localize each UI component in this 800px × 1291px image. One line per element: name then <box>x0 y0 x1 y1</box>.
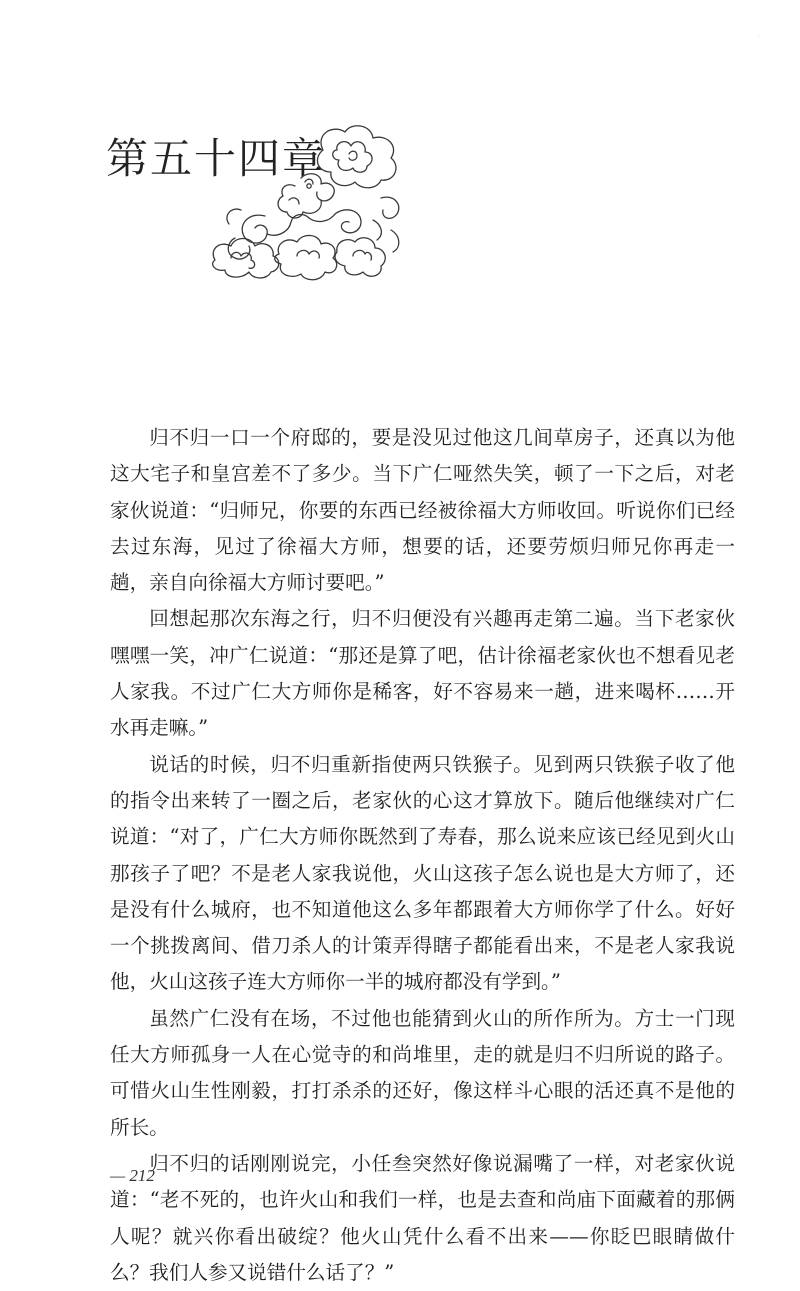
chapter-body <box>110 420 735 1291</box>
paragraph: 说话的时候，归不归重新指使两只铁猴子。见到两只铁猴子收了他的指令出来转了一圈之后，老家伙的心这才算放下。随后他继续对广仁说道：“对了，广仁大方师你既然到了寿春，那么说来应该已经见到火山那孩子了吧？不是老人家我说他，火山这孩子怎么说也是大方师了，还是没有什么城府，也不知道他这么多年都跟着大方师你学了什么。好好一个挑拨离间、借刀杀人的计策弄得瞎子都能看出来，不是老人家我说他，火山这孩子连大方师你一半的城府都没有学到。” <box>110 752 735 994</box>
paragraph: 归不归一口一个府邸的，要是没见过他这几间草房子，还真以为他这大宅子和皇宫差不了多少。当下广仁哑然失笑，顿了一下之后，对老家伙说道：“归师兄，你要的东西已经被徐福大方师收回。听说你们已经去过东海，见过了徐福大方师，想要的话，还要劳烦归师兄你再走一趟，亲自向徐福大方师讨要吧。” <box>110 426 735 595</box>
cloud-dragon-ornament-icon <box>205 120 415 290</box>
paragraph: 回想起那次东海之行，归不归便没有兴趣再走第二遍。当下老家伙嘿嘿一笑，冲广仁说道：“那还是算了吧，估计徐福老家伙也不想看见老人家我。不过广仁大方师你是稀客，好不容易来一趟，进来喝杯……开水再走嘛。” <box>110 607 735 740</box>
corner-mark: · <box>758 33 760 40</box>
paragraph: 归不归的话刚刚说完，小任叁突然好像说漏嘴了一样，对老家伙说道：“老不死的，也许火山和我们一样，也是去查和尚庙下面藏着的那俩人呢？就兴你看出破绽？他火山凭什么看不出来——你眨巴眼睛做什么？我们人参又说错什么话了？” <box>110 1151 735 1284</box>
chapter-title: 第五十四章 <box>106 134 327 183</box>
paragraph: 虽然广仁没有在场，不过他也能猜到火山的所作所为。方士一门现任大方师孤身一人在心觉寺的和尚堆里，走的就是归不归所说的路子。可惜火山生性刚毅，打打杀杀的还好，像这样斗心眼的活还真不是他的所长。 <box>110 1006 735 1139</box>
page-number: — 212 <box>110 1166 155 1185</box>
